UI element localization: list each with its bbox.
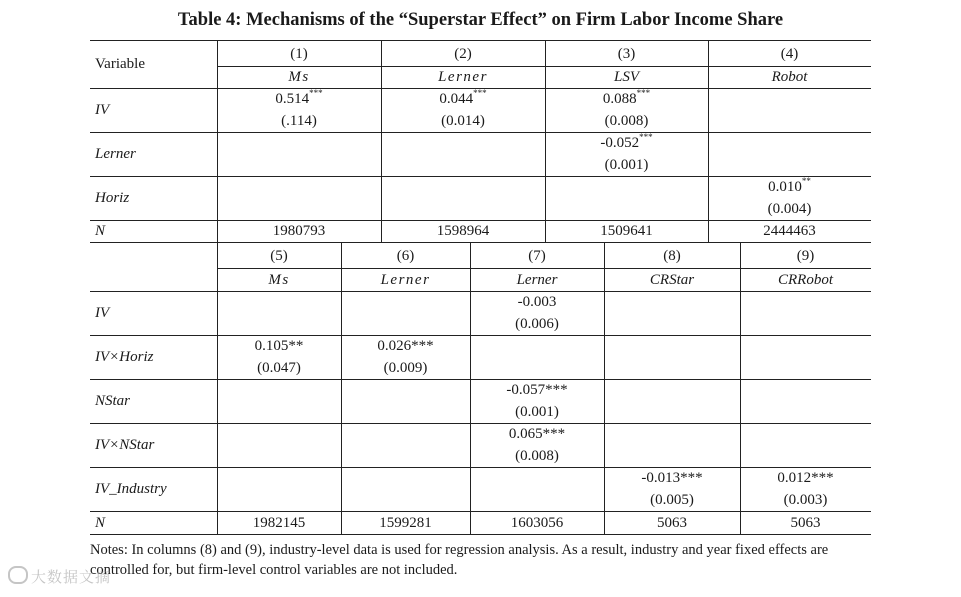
variable-header: Variable xyxy=(95,56,145,72)
watermark xyxy=(8,566,111,587)
dependent-variable: LSV xyxy=(613,69,639,85)
standard-error: (0.014) xyxy=(441,113,485,129)
observations: 1598964 xyxy=(436,223,490,239)
coefficient: -0.057*** xyxy=(506,382,568,398)
dependent-variable: Lerner xyxy=(438,69,488,85)
watermark-text: 大数据文摘 xyxy=(31,568,112,586)
significance-stars: *** xyxy=(309,88,323,98)
coefficient: 0.088*** xyxy=(602,88,651,107)
standard-error: (.114) xyxy=(281,113,317,129)
column-number: (5) xyxy=(270,248,288,264)
rule xyxy=(90,242,871,243)
coefficient: 0.065*** xyxy=(508,426,566,442)
row-label: IV×NStar xyxy=(95,437,155,453)
table-title: Table 4: Mechanisms of the “Superstar Effect” on Firm Labor Income Share xyxy=(177,10,784,30)
row-label: Horiz xyxy=(95,190,130,206)
observations: 1599281 xyxy=(379,515,432,531)
row-label: IV xyxy=(95,305,110,321)
standard-error: (0.006) xyxy=(515,316,559,332)
standard-error: (0.003) xyxy=(783,492,828,508)
significance-stars: *** xyxy=(639,132,653,142)
standard-error: (0.009) xyxy=(383,360,428,376)
standard-error: (0.008) xyxy=(515,448,559,464)
standard-error: (0.005) xyxy=(650,492,694,508)
observations: 5063 xyxy=(657,515,687,531)
observations: 1603056 xyxy=(510,515,564,531)
coefficient: -0.052*** xyxy=(600,132,653,151)
coefficient: 0.514*** xyxy=(275,88,323,107)
coefficient: 0.026*** xyxy=(377,338,434,354)
rule xyxy=(90,534,871,535)
coefficient: 0.010** xyxy=(768,176,811,195)
row-label: N xyxy=(95,515,106,531)
dependent-variable: CRRobot xyxy=(778,272,833,288)
dependent-variable: Lerner xyxy=(516,272,558,288)
standard-error: (0.047) xyxy=(257,360,301,376)
watermark-logo-icon xyxy=(8,566,28,584)
column-number: (3) xyxy=(617,46,636,62)
column-number: (4) xyxy=(780,46,799,62)
coefficient: -0.013*** xyxy=(641,470,703,486)
dependent-variable: Robot xyxy=(771,69,808,85)
standard-error: (0.001) xyxy=(604,157,649,173)
row-label: NStar xyxy=(95,393,131,409)
rule xyxy=(90,335,871,336)
rule xyxy=(90,40,871,41)
coefficient: -0.003 xyxy=(517,294,557,310)
rule xyxy=(90,132,871,133)
dependent-variable: CRStar xyxy=(649,272,695,288)
column-number: (8) xyxy=(663,248,681,264)
column-number: (6) xyxy=(396,248,415,264)
row-label: Lerner xyxy=(95,146,136,162)
coefficient: 0.044*** xyxy=(439,88,487,107)
observations: 1982145 xyxy=(252,515,306,531)
observations: 2444463 xyxy=(763,223,816,239)
significance-stars: *** xyxy=(636,88,651,98)
significance-stars: ** xyxy=(801,176,811,186)
significance-stars: *** xyxy=(473,88,487,98)
column-number: (9) xyxy=(796,248,815,264)
observations: 1509641 xyxy=(600,223,653,239)
observations: 5063 xyxy=(790,515,821,531)
coefficient: 0.012*** xyxy=(777,470,834,486)
dependent-variable: Ms xyxy=(288,69,310,85)
dependent-variable: Lerner xyxy=(380,272,431,288)
column-number: (2) xyxy=(454,46,472,62)
coefficient: 0.105** xyxy=(254,338,304,354)
row-label: N xyxy=(95,223,106,239)
observations: 1980793 xyxy=(272,223,326,239)
standard-error: (0.004) xyxy=(767,201,812,217)
dependent-variable: Ms xyxy=(268,272,290,288)
column-number: (1) xyxy=(290,46,308,62)
standard-error: (0.008) xyxy=(604,113,649,129)
row-label: IV_Industry xyxy=(95,481,167,497)
row-label: IV xyxy=(95,102,110,118)
table-notes: Notes: In columns (8) and (9), industry-level data is used for regression analysis. As a result, industry and year fixed effects are controlled for, but firm-level control variables are not included. xyxy=(90,542,829,578)
standard-error: (0.001) xyxy=(515,404,559,420)
row-label: IV×Horiz xyxy=(95,349,154,365)
column-number: (7) xyxy=(528,248,546,264)
